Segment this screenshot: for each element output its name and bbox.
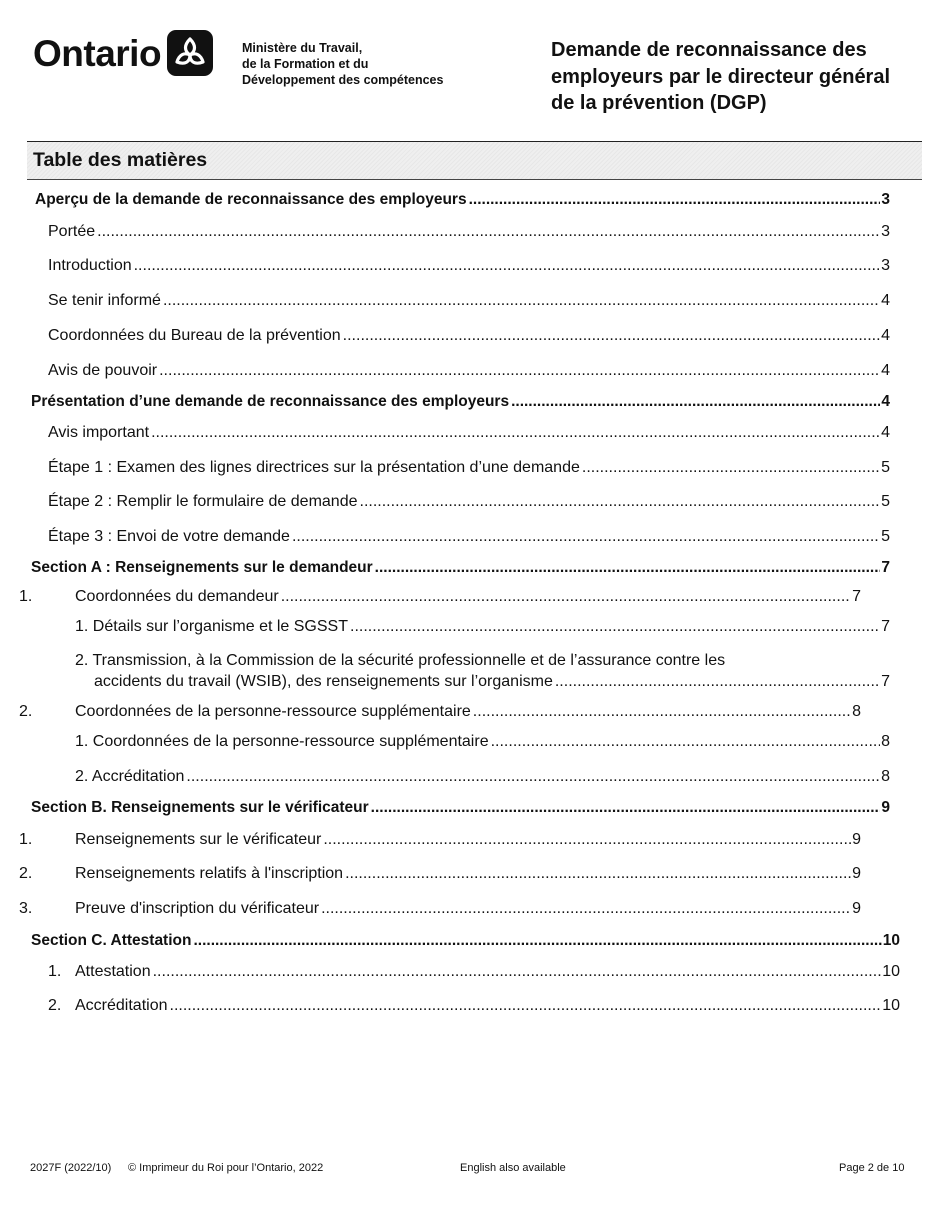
toc-entry-page: 3	[881, 223, 890, 240]
toc-entry[interactable]	[31, 932, 900, 954]
toc-entry-page: 9	[881, 799, 890, 816]
toc-entry-number: 2.	[48, 997, 62, 1014]
page-info: Page 2 de 10	[839, 1162, 905, 1174]
toc-entry-page: 4	[881, 327, 890, 344]
toc-entry[interactable]	[31, 799, 890, 821]
toc-leader	[151, 424, 880, 442]
ministry-name	[242, 40, 443, 88]
trillium-icon	[167, 30, 213, 76]
toc-leader	[511, 393, 880, 411]
toc-entry[interactable]	[75, 900, 861, 922]
document-title-line: Demande de reconnaissance des	[551, 39, 867, 61]
toc-leader	[163, 292, 880, 310]
toc-entry-text: Section A : Renseignements sur le demandeur	[31, 559, 373, 576]
toc-entry[interactable]	[75, 865, 861, 887]
toc-entry-page: 5	[881, 528, 890, 545]
toc-entry-page: 5	[881, 493, 890, 510]
toc-entry-page: 10	[882, 997, 900, 1014]
toc-entry-text: 1. Coordonnées de la personne-ressource supplémentaire	[75, 733, 489, 750]
toc-entry-text: 1. Détails sur l’organisme et le SGSST	[75, 618, 348, 635]
toc-entry-text: Attestation	[75, 963, 151, 980]
toc-entry-page: 3	[881, 191, 890, 208]
toc-leader	[555, 673, 880, 691]
ministry-line: Ministère du Travail,	[242, 41, 363, 55]
toc-entry[interactable]	[48, 424, 890, 446]
toc-entry-page: 4	[881, 362, 890, 379]
toc-entry-text: Renseignements sur le vérificateur	[75, 831, 322, 848]
toc-entry-text: Coordonnées du demandeur	[75, 588, 279, 605]
toc-entry-number: 1.	[48, 963, 62, 980]
toc-entry-page: 9	[852, 831, 861, 848]
toc-entry[interactable]	[31, 393, 890, 415]
toc-entry-text: accidents du travail (WSIB), des renseignements sur l’organisme	[94, 673, 553, 690]
toc-entry-page: 4	[881, 424, 890, 441]
toc-leader	[186, 768, 880, 786]
toc-leader	[97, 223, 880, 241]
toc-leader	[360, 493, 881, 511]
toc-leader	[281, 588, 851, 606]
toc-entry-text: Avis de pouvoir	[48, 362, 158, 379]
toc-leader	[159, 362, 880, 380]
toc-heading-band	[27, 141, 922, 180]
toc-leader	[323, 831, 851, 849]
toc-entry-text: Coordonnées de la personne-ressource supplémentaire	[75, 703, 471, 720]
toc-entry-text: Étape 3 : Envoi de votre demande	[48, 528, 290, 545]
toc-entry[interactable]	[75, 733, 890, 755]
toc-entry[interactable]	[31, 559, 890, 581]
toc-entry-text: Portée	[48, 223, 96, 240]
toc-leader	[582, 459, 880, 477]
toc-entry[interactable]	[75, 588, 861, 610]
toc-heading: Table des matières	[33, 149, 208, 171]
toc-entry-number: 3.	[19, 900, 33, 917]
toc-leader	[292, 528, 880, 546]
document-title-line: de la prévention (DGP)	[551, 92, 767, 114]
toc-entry[interactable]	[48, 493, 890, 515]
toc-entry-page: 7	[852, 588, 861, 605]
toc-entry[interactable]	[75, 618, 890, 640]
language-note: English also available	[460, 1162, 566, 1174]
toc-leader	[469, 191, 881, 209]
toc-leader	[473, 703, 851, 721]
toc-entry-text-line1: 2. Transmission, à la Commission de la sécurité professionnelle et de l’assurance contre les	[75, 652, 726, 669]
toc-entry-text: Se tenir informé	[48, 292, 161, 309]
toc-entry-page: 4	[881, 292, 890, 309]
toc-entry-text: Renseignements relatifs à l'inscription	[75, 865, 344, 882]
toc-entry[interactable]	[48, 327, 890, 349]
toc-entry-page: 5	[881, 459, 890, 476]
toc-entry-page: 10	[882, 932, 900, 949]
toc-entry-text: Avis important	[48, 424, 150, 441]
ministry-line: Développement des compétences	[242, 73, 444, 87]
toc-leader	[153, 963, 882, 981]
toc-leader	[321, 900, 851, 918]
logo-text: Ontario	[33, 32, 162, 74]
toc-entry-text: Étape 2 : Remplir le formulaire de demande	[48, 493, 358, 510]
toc-entry-text: Preuve d'inscription du vérificateur	[75, 900, 320, 917]
toc-entry[interactable]	[48, 257, 890, 279]
document-title	[551, 37, 941, 117]
document-title-line: employeurs par le directeur général	[551, 65, 891, 88]
toc-entry-page: 7	[881, 673, 890, 690]
toc-leader	[134, 257, 880, 275]
toc-leader	[491, 733, 881, 751]
toc-entry[interactable]	[75, 831, 861, 853]
toc-entry-page: 7	[881, 618, 890, 635]
toc-entry-text: Section B. Renseignements sur le vérificateur	[31, 799, 369, 816]
toc-entry-page: 3	[881, 257, 890, 274]
toc-leader	[350, 618, 880, 636]
toc-leader	[375, 559, 881, 577]
toc-entry-text: Introduction	[48, 257, 132, 274]
toc-leader	[371, 799, 881, 817]
toc-entry-text: Présentation d’une demande de reconnaissance des employeurs	[31, 393, 510, 410]
toc-entry[interactable]	[75, 768, 890, 790]
toc-entry-page: 8	[852, 703, 861, 720]
toc-entry-text: 2. Accréditation	[75, 768, 185, 785]
toc-entry-text: Section C. Attestation	[31, 932, 192, 949]
form-number: 2027F (2022/10)	[30, 1162, 112, 1174]
toc-entry-page: 7	[881, 559, 890, 576]
toc-entry[interactable]	[75, 703, 861, 725]
toc-entry-page: 8	[881, 733, 890, 750]
copyright: © Imprimeur du Roi pour l’Ontario, 2022	[128, 1162, 324, 1174]
toc-leader	[345, 865, 851, 883]
toc-entry[interactable]	[48, 292, 890, 314]
toc-entry[interactable]	[75, 997, 900, 1019]
toc-entry-number: 2.	[19, 865, 33, 882]
ontario-logo	[33, 30, 213, 76]
toc-entry-page: 10	[882, 963, 900, 980]
toc-entry-page: 9	[852, 865, 861, 882]
toc-entry[interactable]	[48, 459, 890, 481]
toc-leader	[193, 932, 881, 950]
toc-entry[interactable]	[48, 223, 890, 245]
toc-entry-number: 2.	[19, 703, 33, 720]
toc-entry-text: Étape 1 : Examen des lignes directrices sur la présentation d’une demande	[48, 459, 580, 476]
toc-entry[interactable]	[75, 963, 900, 985]
toc-leader	[170, 997, 882, 1015]
ministry-line: de la Formation et du	[242, 57, 369, 71]
toc-entry[interactable]	[35, 191, 890, 213]
toc-entry[interactable]	[94, 673, 890, 695]
toc-entry-text: Coordonnées du Bureau de la prévention	[48, 327, 341, 344]
toc-entry[interactable]	[48, 362, 890, 384]
toc-entry-text: Accréditation	[75, 997, 168, 1014]
toc-entry-page: 4	[881, 393, 890, 410]
toc-entry-page: 9	[852, 900, 861, 917]
toc-leader	[343, 327, 880, 345]
toc-entry-number: 1.	[19, 831, 33, 848]
toc-entry-text: Aperçu de la demande de reconnaissance des employeurs	[35, 191, 467, 208]
toc-entry-page: 8	[881, 768, 890, 785]
toc-entry-number: 1.	[19, 588, 33, 605]
toc-entry[interactable]	[48, 528, 890, 550]
